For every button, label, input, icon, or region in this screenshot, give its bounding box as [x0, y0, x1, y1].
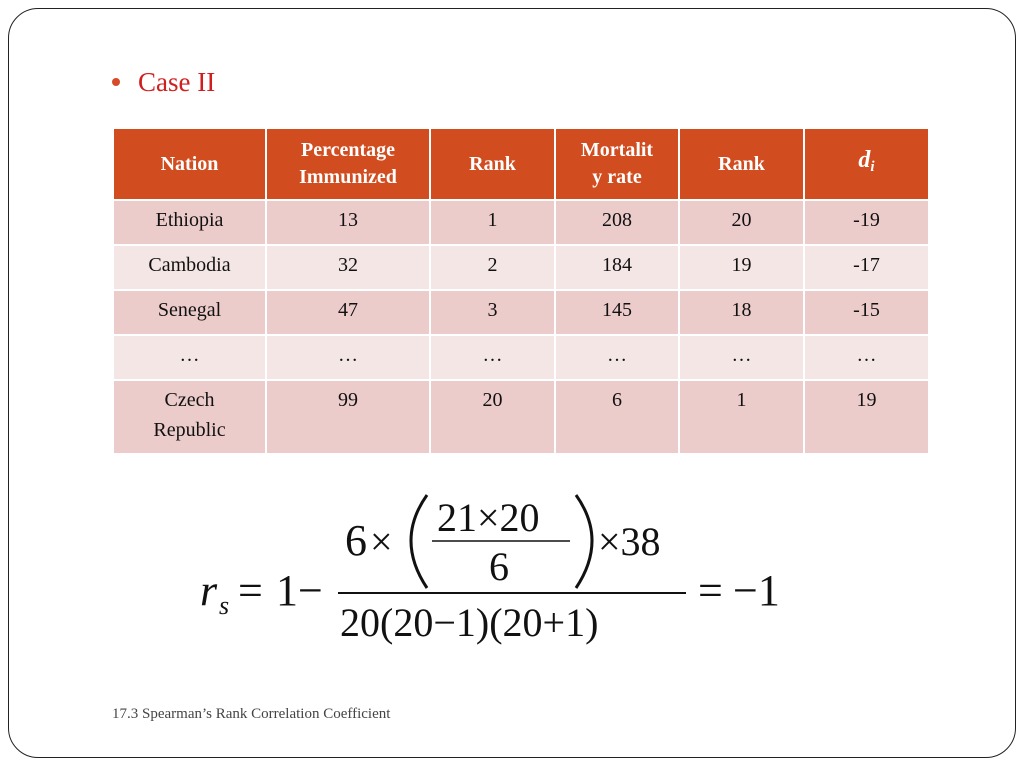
header-percentage-immunized — [266, 128, 430, 200]
cell-rank-2: 18 — [679, 290, 804, 335]
header-mortality-line2: y rate — [592, 166, 642, 188]
table-row — [113, 200, 929, 245]
formula-denominator: 20(20−1)(20+1) — [340, 600, 599, 645]
cell-nation: … — [113, 335, 266, 380]
cell-rank-1: 20 — [430, 380, 555, 454]
header-rank-1: Rank — [430, 128, 555, 200]
cell-rank-2: … — [679, 335, 804, 380]
table-row — [113, 245, 929, 290]
formula-inner-num: 21×20 — [437, 495, 540, 540]
cell-rank-1: 2 — [430, 245, 555, 290]
cell-rank-2: 20 — [679, 200, 804, 245]
bullet-dot-icon — [112, 78, 120, 86]
cell-mortality: 208 — [555, 200, 679, 245]
cell-nation: Ethiopia — [113, 200, 266, 245]
formula-minus: − — [298, 566, 323, 615]
cell-mortality: 145 — [555, 290, 679, 335]
cell-mortality: 184 — [555, 245, 679, 290]
cell-nation-line1: Czech — [164, 389, 215, 411]
cell-nation — [113, 380, 266, 454]
cell-mortality: … — [555, 335, 679, 380]
cell-rank-2: 1 — [679, 380, 804, 454]
formula-equals-2: = — [698, 566, 723, 615]
cell-d: -17 — [804, 245, 929, 290]
cell-rank-2: 19 — [679, 245, 804, 290]
formula-lhs-sub: s — [219, 591, 230, 620]
formula-result: −1 — [733, 566, 780, 615]
header-rank-2: Rank — [679, 128, 804, 200]
formula-lhs-var: r — [200, 566, 218, 615]
cell-percentage: … — [266, 335, 430, 380]
cell-percentage: 47 — [266, 290, 430, 335]
formula-one: 1 — [276, 566, 298, 615]
bullet-text: Case II — [138, 66, 216, 97]
table-row — [113, 335, 929, 380]
formula-inner-den: 6 — [489, 544, 509, 589]
header-d-subscript: i — [870, 159, 875, 175]
cell-d: 19 — [804, 380, 929, 454]
cell-nation-line2: Republic — [153, 419, 226, 441]
cell-d: … — [804, 335, 929, 380]
cell-rank-1: … — [430, 335, 555, 380]
cell-nation: Cambodia — [113, 245, 266, 290]
formula-times: × — [370, 519, 393, 564]
cell-percentage: 13 — [266, 200, 430, 245]
bullet-item — [112, 62, 215, 102]
cell-percentage: 32 — [266, 245, 430, 290]
cell-d: -15 — [804, 290, 929, 335]
cell-rank-1: 3 — [430, 290, 555, 335]
table-row — [113, 290, 929, 335]
cell-percentage: 99 — [266, 380, 430, 454]
cell-mortality: 6 — [555, 380, 679, 454]
cell-rank-1: 1 — [430, 200, 555, 245]
header-percentage-line1: Percentage — [300, 139, 396, 161]
formula-times-38: ×38 — [598, 519, 661, 564]
formula-num-six: 6 — [345, 516, 367, 565]
header-mortality-rate — [555, 128, 679, 200]
formula-equals-1: = — [238, 566, 263, 615]
header-d-symbol: d — [858, 147, 871, 173]
header-nation: Nation — [113, 128, 266, 200]
cell-nation: Senegal — [113, 290, 266, 335]
header-percentage-line2: Immunized — [299, 166, 397, 188]
data-table — [112, 127, 930, 455]
table-header-row — [113, 128, 929, 200]
table-row — [113, 380, 929, 454]
cell-d: -19 — [804, 200, 929, 245]
header-di — [804, 128, 929, 200]
footer-caption: 17.3 Spearman’s Rank Correlation Coefficient — [112, 706, 391, 722]
header-mortality-line1: Mortalit — [580, 139, 654, 161]
